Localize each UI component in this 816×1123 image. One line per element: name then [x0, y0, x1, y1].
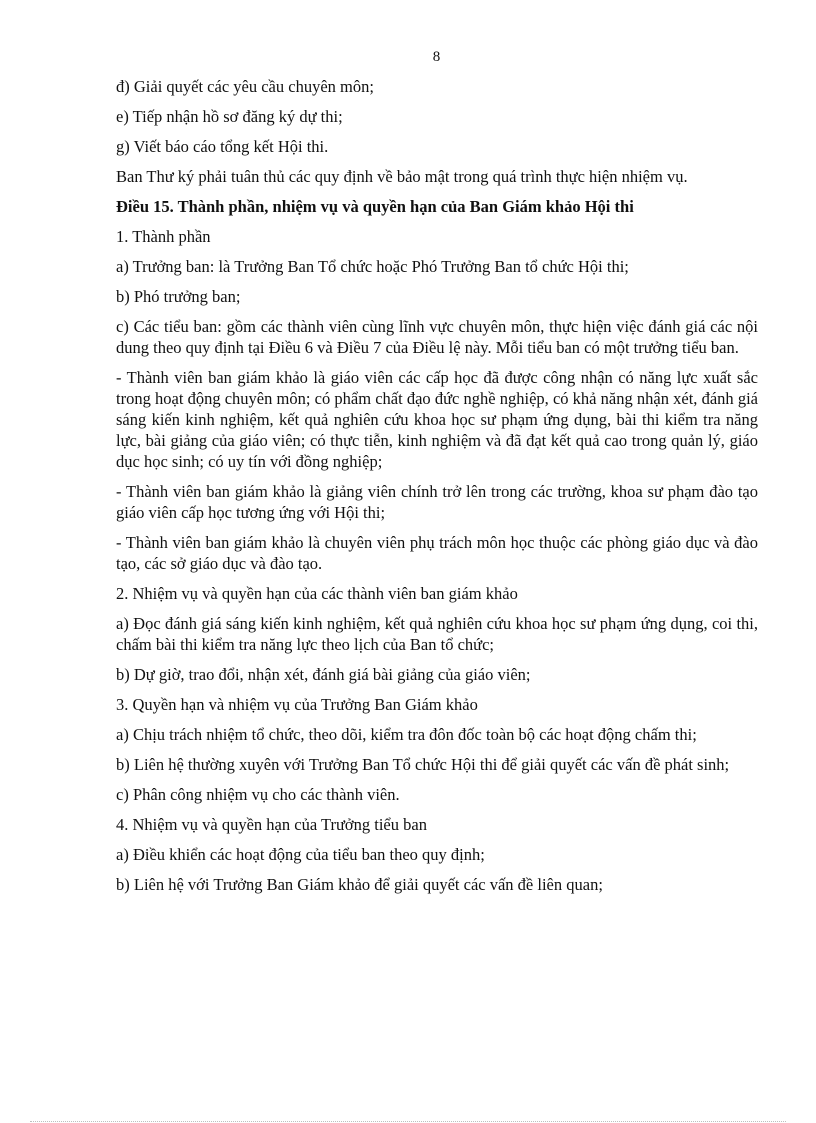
head-duties-item-a: a) Chịu trách nhiệm tổ chức, theo dõi, kiểm tra đôn đốc toàn bộ các hoạt động chấm thi; — [116, 725, 697, 744]
composition-item-c: c) Các tiểu ban: gồm các thành viên cùng lĩnh vực chuyên môn, thực hiện việc đánh giá các nội dung theo quy định tại Điều 6 và Điều 7 của Điều lệ này. Mỗi tiểu ban có một trưởng tiểu ban. — [116, 317, 758, 357]
list-item-d: đ) Giải quyết các yêu cầu chuyên môn; — [116, 77, 374, 96]
subcommittee-item-a: a) Điều khiển các hoạt động của tiểu ban theo quy định; — [116, 845, 485, 864]
secretariat-note: Ban Thư ký phải tuân thủ các quy định về bảo mật trong quá trình thực hiện nhiệm vụ. — [116, 167, 688, 186]
page-bottom-divider — [30, 1121, 786, 1122]
section-1-heading: 1. Thành phần — [116, 227, 211, 246]
member-criteria-specialists: - Thành viên ban giám khảo là chuyên viên phụ trách môn học thuộc các phòng giáo dục và đào tạo, các sở giáo dục và đào tạo. — [116, 533, 758, 573]
section-2-heading: 2. Nhiệm vụ và quyền hạn của các thành viên ban giám khảo — [116, 584, 518, 603]
composition-item-b: b) Phó trưởng ban; — [116, 287, 241, 306]
head-duties-item-b: b) Liên hệ thường xuyên với Trưởng Ban Tổ chức Hội thi để giải quyết các vấn đề phát sinh; — [116, 755, 730, 774]
duties-item-b: b) Dự giờ, trao đổi, nhận xét, đánh giá bài giảng của giáo viên; — [116, 665, 531, 684]
member-criteria-teachers: - Thành viên ban giám khảo là giáo viên các cấp học đã được công nhận có năng lực xuất sắc trong hoạt động chuyên môn; có phẩm chất đạo đức nghề nghiệp, có khả năng nhận xét, đánh giá sáng kiến kinh nghiệm, kết quả nghiên cứu khoa học sư phạm ứng dụng, bài thi kiểm tra năng lực, bài giảng của giáo viên; có thực tiễn, kinh nghiệm và đã đạt kết quả cao trong quản lý, giáo dục học sinh; có uy tín với đồng nghiệp; — [116, 368, 758, 471]
duties-item-a: a) Đọc đánh giá sáng kiến kinh nghiệm, kết quả nghiên cứu khoa học sư phạm ứng dụng, coi thi, chấm bài thi kiểm tra năng lực theo lịch của Ban tổ chức; — [116, 614, 758, 654]
list-item-g: g) Viết báo cáo tổng kết Hội thi. — [116, 137, 329, 156]
document-body — [116, 76, 758, 904]
article-15-heading: Điều 15. Thành phần, nhiệm vụ và quyền hạn của Ban Giám khảo Hội thi — [116, 197, 634, 216]
section-3-heading: 3. Quyền hạn và nhiệm vụ của Trưởng Ban Giám khảo — [116, 695, 478, 714]
member-criteria-lecturers: - Thành viên ban giám khảo là giảng viên chính trở lên trong các trường, khoa sư phạm đào tạo giáo viên cấp học tương ứng với Hội thi; — [116, 482, 758, 522]
subcommittee-item-b: b) Liên hệ với Trưởng Ban Giám khảo để giải quyết các vấn đề liên quan; — [116, 875, 603, 894]
section-4-heading: 4. Nhiệm vụ và quyền hạn của Trưởng tiểu ban — [116, 815, 427, 834]
page-number: 8 — [432, 49, 441, 65]
list-item-e: e) Tiếp nhận hồ sơ đăng ký dự thi; — [116, 107, 343, 126]
composition-item-a: a) Trưởng ban: là Trưởng Ban Tổ chức hoặc Phó Trưởng Ban tổ chức Hội thi; — [116, 257, 629, 276]
head-duties-item-c: c) Phân công nhiệm vụ cho các thành viên. — [116, 785, 400, 804]
